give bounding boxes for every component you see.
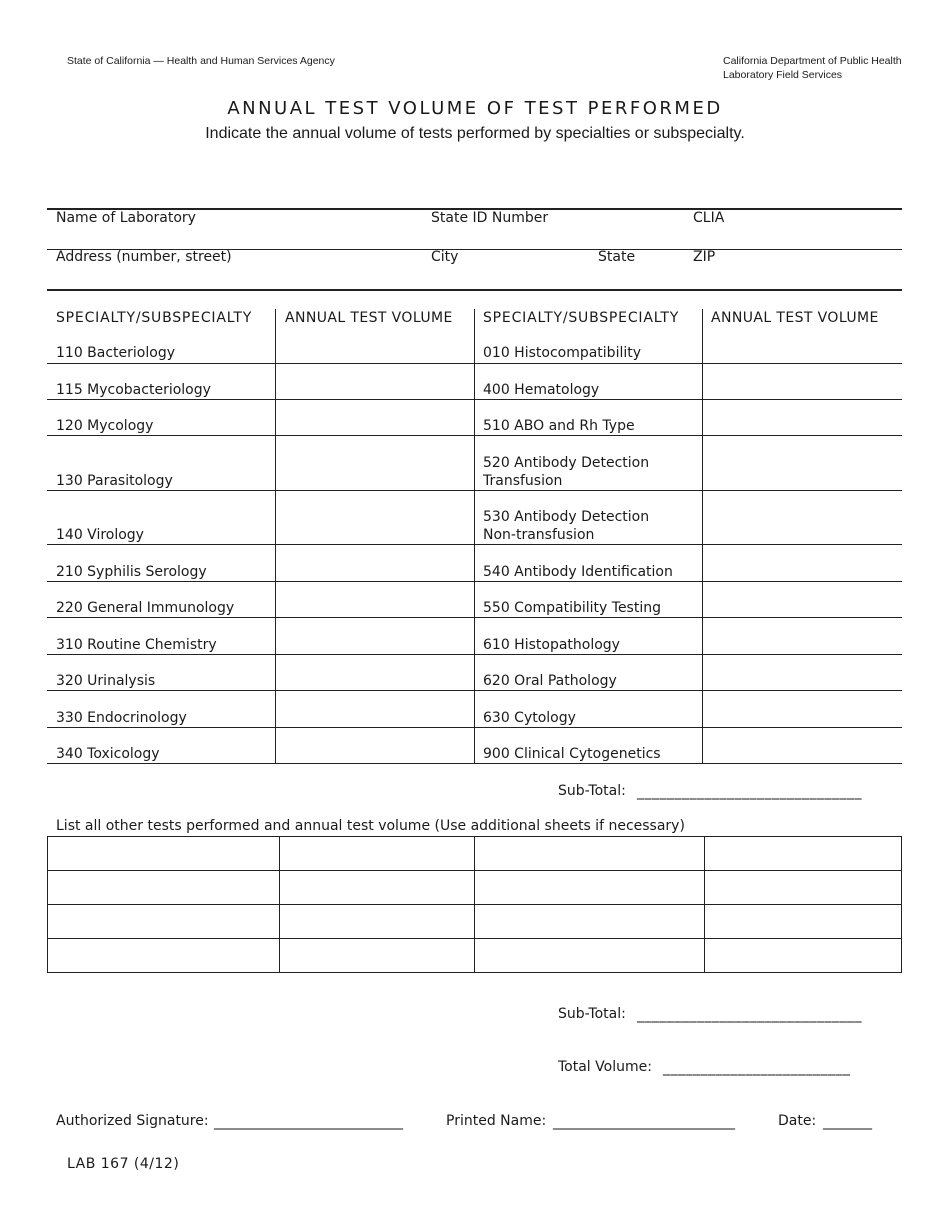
row-line [47,617,902,618]
state-field[interactable]: State [598,249,636,265]
specialty-110: 110 Bacteriology [56,345,175,361]
other-test-cell[interactable] [705,871,902,905]
specialty-630: 630 Cytology [483,710,576,726]
specialty-310: 310 Routine Chemistry [56,637,217,653]
specialty-115: 115 Mycobacteriology [56,382,211,398]
subtotal-2-field[interactable]: ______________________________ [637,1007,862,1023]
specialty-140: 140 Virology [56,527,144,543]
row-line [47,690,902,691]
date-field[interactable]: _______ [823,1114,872,1130]
specialty-620: 620 Oral Pathology [483,673,617,689]
specialty-520-sub: Transfusion [483,473,563,489]
printed-name-field[interactable]: __________________________ [553,1114,735,1130]
row-line [47,581,902,582]
specialty-010: 010 Histocompatibility [483,345,642,361]
specialty-520: 520 Antibody Detection [483,455,650,471]
subtotal-1-field[interactable]: ______________________________ [637,784,862,800]
col-header-volume-left: ANNUAL TEST VOLUME [285,310,453,326]
other-test-cell[interactable] [705,939,902,973]
col-header-specialty-left: SPECIALTY/SUBSPECIALTY [56,310,253,326]
section-bottom-border [47,289,902,291]
subtotal-2-label: Sub-Total: [558,1006,626,1022]
specialty-210: 210 Syphilis Serology [56,564,207,580]
specialty-400: 400 Hematology [483,382,600,398]
specialty-330: 330 Endocrinology [56,710,187,726]
row-line [47,363,902,364]
col-header-volume-right: ANNUAL TEST VOLUME [711,310,879,326]
table-row [48,939,902,973]
other-test-cell[interactable] [280,905,475,939]
specialty-540: 540 Antibody Identification [483,564,673,580]
specialty-320: 320 Urinalysis [56,673,156,689]
table-divider-3 [702,309,703,764]
total-volume-label: Total Volume: [558,1059,652,1075]
subtotal-1-label: Sub-Total: [558,783,626,799]
form-number: LAB 167 (4/12) [67,1156,180,1172]
other-test-cell[interactable] [475,837,705,871]
lab-name-field[interactable]: Name of Laboratory [56,210,196,226]
table-divider-2 [474,309,475,764]
specialty-900: 900 Clinical Cytogenetics [483,746,661,762]
col-header-specialty-right: SPECIALTY/SUBSPECIALTY [483,310,680,326]
specialty-510: 510 ABO and Rh Type [483,418,635,434]
other-test-cell[interactable] [475,939,705,973]
row-line [47,763,902,764]
other-test-cell[interactable] [48,939,280,973]
division-name: Laboratory Field Services [723,69,843,81]
specialty-530-sub: Non-transfusion [483,527,595,543]
form-title: ANNUAL TEST VOLUME OF TEST PERFORMED [227,98,723,119]
other-test-cell[interactable] [48,871,280,905]
other-test-cell[interactable] [705,905,902,939]
other-test-cell[interactable] [48,837,280,871]
row-line [47,654,902,655]
city-field[interactable]: City [431,249,459,265]
signature-label: Authorized Signature: [56,1113,209,1129]
zip-field[interactable]: ZIP [693,249,716,265]
row-line [47,435,902,436]
printed-name-label: Printed Name: [446,1113,547,1129]
other-test-cell[interactable] [475,905,705,939]
date-label: Date: [778,1113,817,1129]
agency-name: State of California — Health and Human Services Agency [67,55,335,67]
department-name: California Department of Public Health [723,55,902,67]
other-test-cell[interactable] [280,837,475,871]
address-field[interactable]: Address (number, street) [56,249,232,265]
specialty-130: 130 Parasitology [56,473,173,489]
other-tests-instruction: List all other tests performed and annual test volume (Use additional sheets if necessary) [56,818,685,834]
table-divider-1 [275,309,276,764]
row-line [47,399,902,400]
other-test-cell[interactable] [705,837,902,871]
row-line [47,727,902,728]
other-tests-table [47,836,902,973]
other-test-cell[interactable] [475,871,705,905]
table-row [48,905,902,939]
table-row [48,837,902,871]
specialty-220: 220 General Immunology [56,600,235,616]
specialty-340: 340 Toxicology [56,746,160,762]
specialty-120: 120 Mycology [56,418,154,434]
other-test-cell[interactable] [48,905,280,939]
other-test-cell[interactable] [280,939,475,973]
row-line [47,490,902,491]
specialty-550: 550 Compatibility Testing [483,600,661,616]
signature-field[interactable]: ___________________________ [214,1114,403,1130]
clia-field[interactable]: CLIA [693,210,725,226]
form-subtitle: Indicate the annual volume of tests performed by specialties or subspecialty. [205,125,745,142]
specialty-530: 530 Antibody Detection [483,509,650,525]
row-line [47,544,902,545]
other-test-cell[interactable] [280,871,475,905]
total-volume-field[interactable]: _________________________ [663,1060,851,1076]
table-row [48,871,902,905]
state-id-field[interactable]: State ID Number [431,210,549,226]
specialty-610: 610 Histopathology [483,637,620,653]
